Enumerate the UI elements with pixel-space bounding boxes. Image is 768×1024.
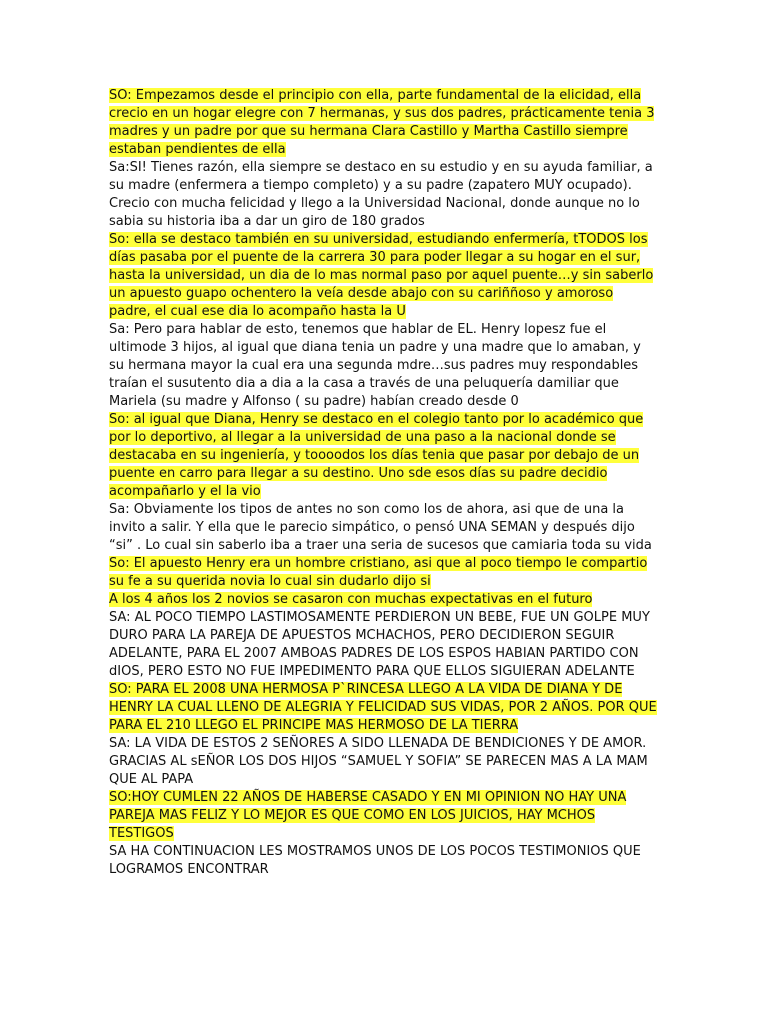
paragraph-text: SO: PARA EL 2008 UNA HERMOSA P`RINCESA LLEGO A LA VIDA DE DIANA Y DE HENRY LA CUAL LLENO DE ALEGRIA Y FELICIDAD SUS VIDAS, POR 2 AÑOS. POR QUE PARA EL 210 LLEGO EL PRINCIPE MAS HERMOSO DE LA TIERRA [109,682,657,733]
paragraph [109,609,657,681]
paragraph [109,681,657,735]
paragraph [109,555,657,591]
document-body [109,87,657,879]
paragraph-text: Sa: Pero para hablar de esto, tenemos que hablar de EL. Henry lopesz fue el ultimode 3 hijos, al igual que diana tenia un padre y una madre que lo amaban, y su hermana mayor la cual era una segunda mdre…sus padres muy respondables traían el susutento dia a dia a la casa a través de una peluquería damiliar que Mariela (su madre y Alfonso ( su padre) habían creado desde 0 [109,322,641,409]
paragraph-text: Sa:SI! Tienes razón, ella siempre se destaco en su estudio y en su ayuda familiar, a su madre (enfermera a tiempo completo) y a su padre (zapatero MUY ocupado). Crecio con mucha felicidad y llego a la Universidad Nacional, donde aunque no lo sabia su historia iba a dar un giro de 180 grados [109,160,653,229]
paragraph-text: SO:HOY CUMLEN 22 AÑOS DE HABERSE CASADO Y EN MI OPINION NO HAY UNA PAREJA MAS FELIZ Y LO MEJOR ES QUE COMO EN LOS JUICIOS, HAY MCHOS TESTIGOS [109,790,627,841]
paragraph [109,159,657,231]
paragraph-text: SA: LA VIDA DE ESTOS 2 SEÑORES A SIDO LLENADA DE BENDICIONES Y DE AMOR. GRACIAS AL sEÑOR LOS DOS HIJOS “SAMUEL Y SOFIA” SE PARECEN MAS A LA MAM QUE AL PAPA [109,736,648,787]
paragraph-text: So: El apuesto Henry era un hombre cristiano, asi que al poco tiempo le compartio su fe a su querida novia lo cual sin dudarlo dijo si [109,556,648,589]
paragraph [109,735,657,789]
paragraph-text: So: al igual que Diana, Henry se destaco en el colegio tanto por lo académico que por lo deportivo, al llegar a la universidad de una paso a la nacional donde se destacaba en su ingeniería, y toooodos los días tenia que pasar por debajo de un puente en carro para llegar a su destino. Uno sde esos días su padre decidio acompañarlo y el la vio [109,412,644,499]
paragraph [109,501,657,555]
paragraph-text: A los 4 años los 2 novios se casaron con muchas expectativas en el futuro [109,592,593,607]
paragraph-text: So: ella se destaco también en su universidad, estudiando enfermería, tTODOS los días pasaba por el puente de la carrera 30 para poder llegar a su hogar en el sur, hasta la universidad, un dia de lo mas normal paso por aquel puente…y sin saberlo un apuesto guapo ochentero la veía desde abajo con su cariññoso y amoroso padre, el cual ese dia lo acompaño hasta la U [109,232,654,319]
paragraph [109,411,657,501]
paragraph [109,87,657,159]
paragraph-text: SA HA CONTINUACION LES MOSTRAMOS UNOS DE LOS POCOS TESTIMONIOS QUE LOGRAMOS ENCONTRAR [109,844,641,877]
paragraph-text: SA: AL POCO TIEMPO LASTIMOSAMENTE PERDIERON UN BEBE, FUE UN GOLPE MUY DURO PARA LA PAREJA DE APUESTOS MCHACHOS, PERO DECIDIERON SEGUIR ADELANTE, PARA EL 2007 AMBOAS PADRES DE LOS ESPOS HABIAN PARTIDO CON dIOS, PERO ESTO NO FUE IMPEDIMENTO PARA QUE ELLOS SIGUIERAN ADELANTE [109,610,650,679]
paragraph [109,591,657,609]
paragraph [109,789,657,843]
paragraph [109,843,657,879]
paragraph-text: Sa: Obviamente los tipos de antes no son como los de ahora, asi que de una la invito a salir. Y ella que le parecio simpático, o pensó UNA SEMAN y después dijo “si” . Lo cual sin saberlo iba a traer una seria de sucesos que camiaria toda su vida [109,502,652,553]
paragraph-text: SO: Empezamos desde el principio con ella, parte fundamental de la elicidad, ella crecio en un hogar elegre con 7 hermanas, y sus dos padres, prácticamente tenia 3 madres y un padre por que su hermana Clara Castillo y Martha Castillo siempre estaban pendientes de ella [109,88,655,157]
paragraph [109,231,657,321]
paragraph [109,321,657,411]
